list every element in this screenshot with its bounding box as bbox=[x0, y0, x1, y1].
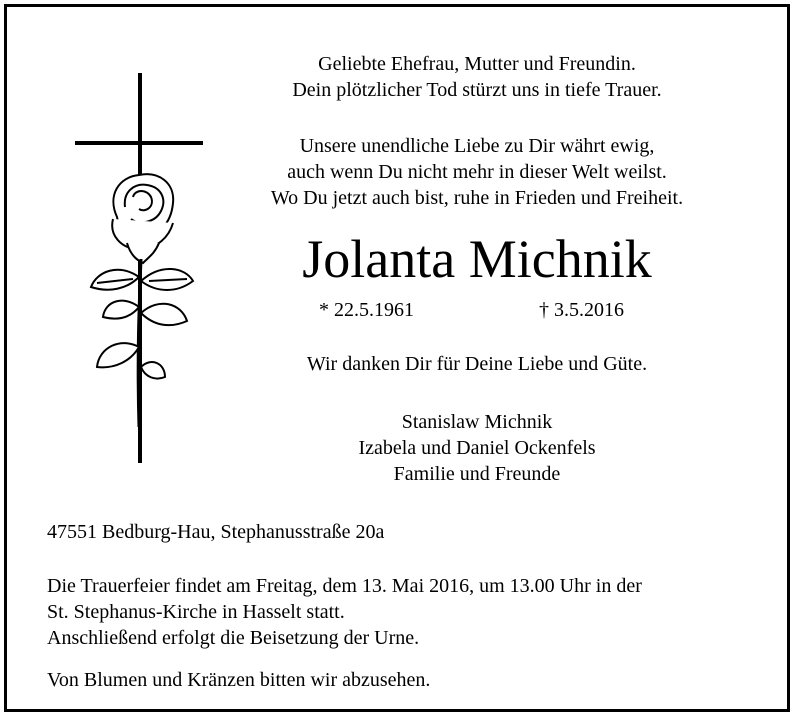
verse-line: Wo Du jetzt auch bist, ruhe in Frieden und Freiheit. bbox=[270, 187, 684, 209]
flowers-note: Von Blumen und Kränzen bitten wir abzusehen. bbox=[47, 669, 431, 691]
death-date: † 3.5.2016 bbox=[539, 299, 624, 321]
ceremony-line: Die Trauerfeier findet am Freitag, dem 13. Mai 2016, um 13.00 Uhr in der bbox=[47, 575, 642, 597]
signer-name: Stanislaw Michnik bbox=[401, 411, 553, 433]
verse-line: auch wenn Du nicht mehr in dieser Welt weilst. bbox=[287, 161, 667, 183]
deceased-name: Jolanta Michnik bbox=[302, 229, 652, 289]
verse-opening bbox=[237, 51, 717, 103]
signer-name: Familie und Freunde bbox=[393, 463, 561, 485]
verse-line: Unsere unendliche Liebe zu Dir währt ewig, bbox=[299, 135, 655, 157]
birth-date: * 22.5.1961 bbox=[319, 299, 414, 321]
verse-line: Geliebte Ehefrau, Mutter und Freundin. bbox=[318, 53, 636, 75]
verse-body bbox=[237, 133, 717, 211]
signers-list bbox=[237, 409, 717, 487]
ceremony-info bbox=[47, 573, 777, 651]
verse-line: Dein plötzlicher Tod stürzt uns in tiefe Trauer. bbox=[292, 79, 662, 101]
signer-name: Izabela und Daniel Ockenfels bbox=[358, 437, 596, 459]
ceremony-line: St. Stephanus-Kirche in Hasselt statt. bbox=[47, 601, 345, 623]
address-line: 47551 Bedburg-Hau, Stephanusstraße 20a bbox=[47, 521, 385, 543]
cross-with-rose-icon bbox=[69, 67, 219, 467]
thanks-line: Wir danken Dir für Deine Liebe und Güte. bbox=[306, 353, 648, 375]
ceremony-line: Anschließend erfolgt die Beisetzung der Urne. bbox=[47, 627, 420, 649]
obituary-notice bbox=[4, 4, 790, 712]
